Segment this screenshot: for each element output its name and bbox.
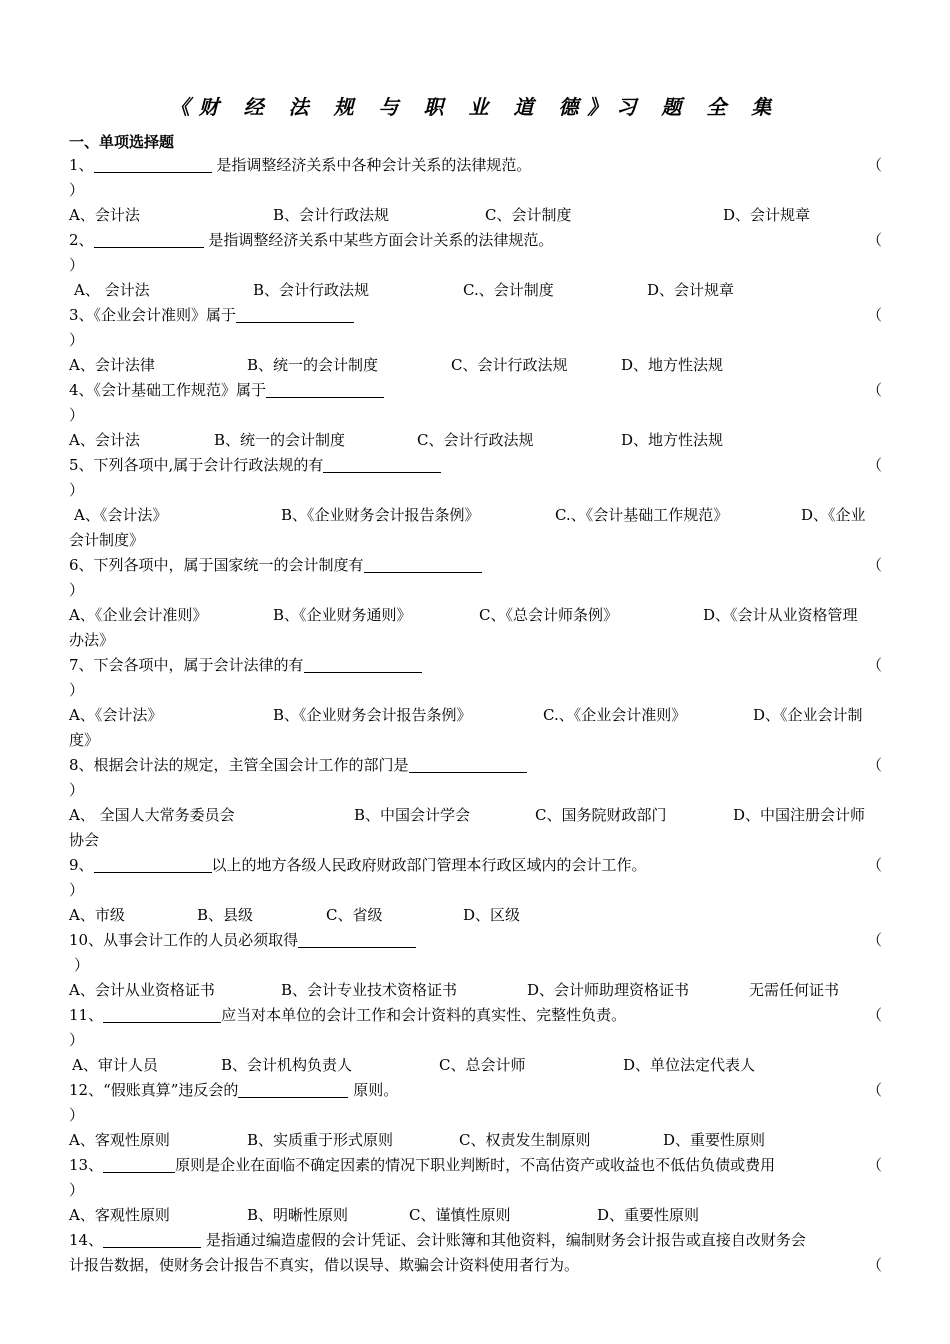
option-a: A、《会计法》 <box>69 706 163 724</box>
answer-blank[interactable] <box>103 1155 175 1173</box>
answer-paren-open: （ <box>866 856 882 874</box>
option-b: B、会计机构负责人 <box>221 1056 353 1074</box>
question-9: 9、 以上的地方各级人民政府财政部门管理本行政区域内的会计工作。 （ <box>69 853 882 878</box>
answer-blank[interactable] <box>409 755 527 773</box>
paren-close-line: ） <box>69 181 85 199</box>
paren-close-line: ） <box>69 1031 85 1049</box>
question-13: 13、 原则是企业在面临不确定因素的情况下职业判断时，不高估资产或收益也不低估负债或费用 （ <box>69 1153 882 1178</box>
question-11-options <box>69 1053 882 1078</box>
option-a: A、客观性原则 <box>69 1131 170 1149</box>
question-2-options <box>69 278 882 303</box>
question-10: 10、从事会计工作的人员必须取得 （ <box>69 928 882 953</box>
question-6-options <box>69 603 882 628</box>
option-d: D、《企业会计制 <box>753 706 863 724</box>
question-3-options <box>69 353 882 378</box>
question-1-options <box>69 203 882 228</box>
option-a: A、《企业会计准则》 <box>69 606 208 624</box>
question-6: 6、下列各项中，属于国家统一的会计制度有 （ <box>69 553 882 578</box>
question-1: 1、 是指调整经济关系中各种会计关系的法律规范。 （ <box>69 153 882 178</box>
option-d-continued: 度》 <box>69 731 100 749</box>
paren-close-line: ） <box>69 406 85 424</box>
answer-blank[interactable] <box>298 930 416 948</box>
answer-paren-open: （ <box>866 156 882 174</box>
option-b: B、县级 <box>197 906 254 924</box>
option-a: A、 全国人大常务委员会 <box>69 806 235 824</box>
answer-blank[interactable] <box>103 1005 221 1023</box>
question-7: 7、下会各项中，属于会计法律的有 （ <box>69 653 882 678</box>
answer-paren-open: （ <box>866 381 882 399</box>
option-d-continued: 办法》 <box>69 631 115 649</box>
question-12-options <box>69 1128 882 1153</box>
answer-paren-open: （ <box>866 1006 882 1024</box>
option-c: D、会计师助理资格证书 <box>527 981 690 999</box>
question-5: 5、下列各项中,属于会计行政法规的有 （ <box>69 453 882 478</box>
option-d-continued: 会计制度》 <box>69 531 145 549</box>
question-4-options <box>69 428 882 453</box>
option-a: A、会计法律 <box>69 356 155 374</box>
option-b: B、《企业财务通则》 <box>273 606 412 624</box>
option-b: B、统一的会计制度 <box>214 431 346 449</box>
option-d: D、会计规章 <box>723 206 811 224</box>
option-d: D、地方性法规 <box>621 356 724 374</box>
answer-blank[interactable] <box>236 305 354 323</box>
question-3: 3、《企业会计准则》属于 （ <box>69 303 882 328</box>
option-c: C.、《会计基础工作规范》 <box>555 506 729 524</box>
option-b: B、统一的会计制度 <box>247 356 379 374</box>
paren-close-line: ） <box>69 1181 85 1199</box>
paren-close-line: ） <box>69 581 85 599</box>
paren-close-line: ） <box>69 481 85 499</box>
answer-paren-open: （ <box>866 1156 882 1174</box>
paren-close-line: ） <box>69 1106 85 1124</box>
option-a: A、会计法 <box>69 206 140 224</box>
option-a: A、市级 <box>69 906 125 924</box>
option-a: A、客观性原则 <box>69 1206 170 1224</box>
answer-paren-open: （ <box>866 1081 882 1099</box>
answer-paren-open: （ <box>866 931 882 949</box>
option-b: B、会计专业技术资格证书 <box>281 981 458 999</box>
option-a: A、会计从业资格证书 <box>69 981 215 999</box>
answer-blank[interactable] <box>94 855 212 873</box>
paren-close-line: ） <box>69 881 85 899</box>
option-a: A、会计法 <box>69 431 140 449</box>
question-11: 11、 应当对本单位的会计工作和会计资料的真实性、完整性负责。 （ <box>69 1003 882 1028</box>
option-d: D、《会计从业资格管理 <box>703 606 858 624</box>
option-d: 无需任何证书 <box>749 981 840 999</box>
answer-blank[interactable] <box>94 155 212 173</box>
answer-blank[interactable] <box>323 455 441 473</box>
option-a: A、《会计法》 <box>74 506 168 524</box>
answer-paren-open: （ <box>866 756 882 774</box>
option-b: B、中国会计学会 <box>354 806 471 824</box>
option-a: A、审计人员 <box>72 1056 158 1074</box>
option-b: B、会计行政法规 <box>273 206 390 224</box>
answer-paren-open: （ <box>866 1256 882 1274</box>
answer-blank[interactable] <box>94 230 204 248</box>
answer-paren-open: （ <box>866 231 882 249</box>
option-a: A、 会计法 <box>74 281 150 299</box>
paren-close-line: ） <box>69 331 85 349</box>
question-14: 14、 是指通过编造虚假的会计凭证、会计账簿和其他资料，编制财务会计报告或直接自改财务会 <box>69 1231 806 1249</box>
option-c: C、谨慎性原则 <box>409 1206 511 1224</box>
question-14-continued: 计报告数据，使财务会计报告不真实，借以误导、欺骗会计资料使用者行为。 （ <box>69 1253 882 1278</box>
paren-close-line: ） <box>69 681 85 699</box>
answer-blank[interactable] <box>238 1080 348 1098</box>
question-4: 4、《会计基础工作规范》属于 （ <box>69 378 882 403</box>
answer-paren-open: （ <box>866 656 882 674</box>
question-8-options <box>69 803 882 828</box>
option-b: B、会计行政法规 <box>253 281 370 299</box>
option-c: C、会计行政法规 <box>451 356 568 374</box>
option-b: B、《企业财务会计报告条例》 <box>281 506 480 524</box>
paren-close-line: ） <box>69 256 85 274</box>
option-d-continued: 协会 <box>69 831 100 849</box>
option-c: C、总会计师 <box>439 1056 526 1074</box>
question-list <box>69 153 882 1278</box>
question-7-options <box>69 703 882 728</box>
paren-close-line: ） <box>74 956 90 974</box>
option-c: C、《总会计师条例》 <box>479 606 618 624</box>
answer-paren-open: （ <box>866 556 882 574</box>
option-d: D、区级 <box>463 906 521 924</box>
section-heading: 一、单项选择题 <box>69 133 175 151</box>
answer-paren-open: （ <box>866 306 882 324</box>
option-c: C、会计制度 <box>485 206 572 224</box>
option-b: B、《企业财务会计报告条例》 <box>273 706 472 724</box>
answer-paren-open: （ <box>866 456 882 474</box>
option-d: D、《企业 <box>801 506 866 524</box>
option-d: D、会计规章 <box>647 281 735 299</box>
document-title: 《财 经 法 规 与 职 业 道 德》习 题 全 集 <box>169 95 781 119</box>
question-2: 2、 是指调整经济关系中某些方面会计关系的法律规范。 （ <box>69 228 882 253</box>
paren-close-line: ） <box>69 781 85 799</box>
question-13-options <box>69 1203 882 1228</box>
answer-blank[interactable] <box>266 380 384 398</box>
option-d: D、重要性原则 <box>597 1206 700 1224</box>
option-c: C、会计行政法规 <box>417 431 534 449</box>
option-c: C、省级 <box>326 906 383 924</box>
option-c: C.、会计制度 <box>463 281 554 299</box>
option-d: D、地方性法规 <box>621 431 724 449</box>
option-b: B、实质重于形式原则 <box>247 1131 394 1149</box>
question-12: 12、“假账真算”违反会的 原则。 （ <box>69 1078 882 1103</box>
option-d: D、重要性原则 <box>663 1131 766 1149</box>
option-d: D、单位法定代表人 <box>623 1056 756 1074</box>
answer-blank[interactable] <box>103 1230 201 1248</box>
option-c: C.、《企业会计准则》 <box>543 706 687 724</box>
answer-blank[interactable] <box>364 555 482 573</box>
question-9-options <box>69 903 882 928</box>
option-b: B、明晰性原则 <box>247 1206 349 1224</box>
question-5-options <box>69 503 882 528</box>
option-c: C、权责发生制原则 <box>459 1131 591 1149</box>
question-8: 8、根据会计法的规定，主管全国会计工作的部门是 （ <box>69 753 882 778</box>
option-d: D、中国注册会计师 <box>733 806 866 824</box>
option-c: C、国务院财政部门 <box>535 806 667 824</box>
answer-blank[interactable] <box>304 655 422 673</box>
question-10-options <box>69 978 882 1003</box>
